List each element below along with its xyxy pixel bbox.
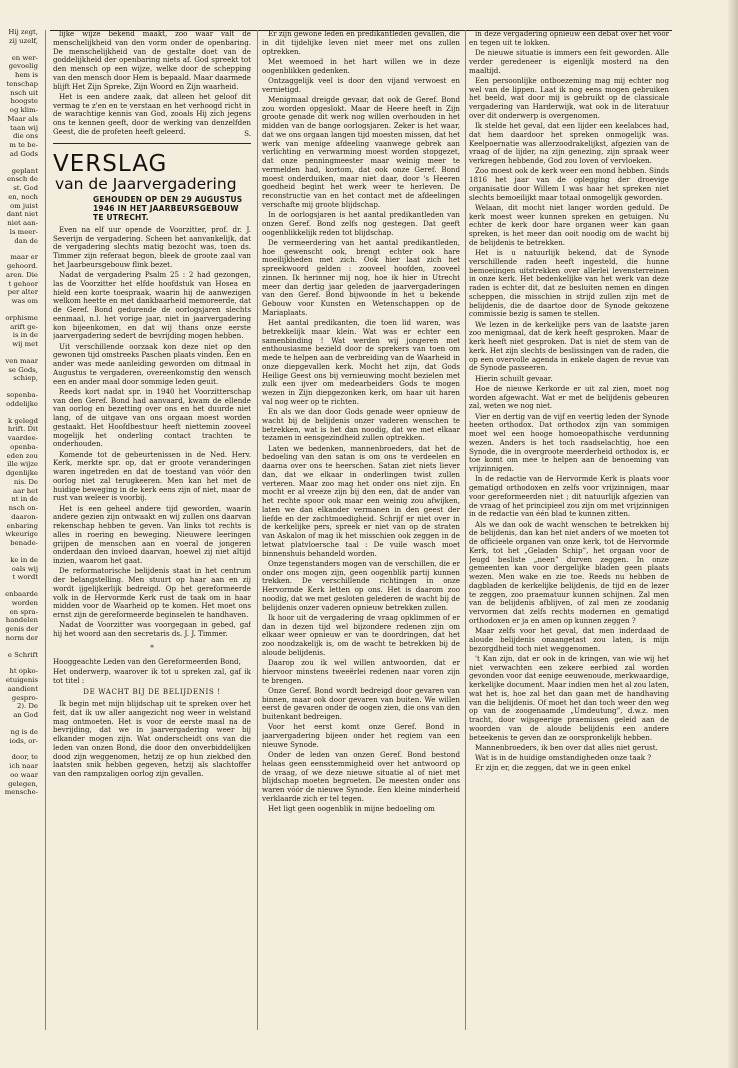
report-subtitle: van de Jaarvergadering (55, 174, 237, 193)
fragment-line: was om (11, 297, 38, 305)
paragraph: Het ligt geen oogenblik in mijne bedoeling om (268, 804, 435, 813)
fragment-line: Maar als (7, 114, 38, 123)
paragraph: Uit verschillende oorzaak kon deze niet op den gewonen tijd omstreeks Paschen plaats vinden. Een en ander was mede aanleiding geworden om ditmaal in Augustus te vergaderen, overeenkomstig den wensch een en ander maal door sommige leden geuit. (53, 341, 251, 386)
fragment-line: orphisme (5, 313, 38, 322)
paragraph: Maar zelfs voor het geval, dat men inderdaad de aloude belijdenis onaangetast zou laten, is mijn bezorgdheid toch niet weggenomen. (469, 626, 669, 653)
fragment-line: nis. De (13, 477, 38, 486)
paragraph: Het aantal predikanten, die toen lid waren, was betrekkelijk maar klein. Wat was er echter een samenbinding ! Wat werden wij jongeren met enthousiasme bezield door de sprekers van toen om mede te helpen aan de verbreiding van de Waarheid in onze diepgevallen kerk. Mocht het zijn, dat Gods Heilige Geest ons bij vernieuwing mocht bezielen met zulk een ijver om medearbeiders Gods te mogen wezen in Zijn diepgezonken kerk, om haar uit haren val nog weer op te richten. (262, 318, 460, 406)
fragment-line: ven maar (5, 356, 38, 365)
topic-intro: Het onderwerp, waarover ik tot u spreken zal, gaf ik tot titel : (53, 666, 251, 685)
dateline-line-3: TE UTRECHT. (93, 212, 149, 222)
fragment-line: enbaarde (5, 590, 38, 598)
fragment-line: m te be- (9, 141, 38, 149)
paragraph: Welaan, dit mocht niet langer worden geduld. De kerk moest weer kunnen spreken en getuigen. Nu echter de kerk door hare organen weer kan gaan spreken, is het meer dan ooit noodig om de wacht bij de belijdenis te betrekken. (469, 202, 669, 247)
fragment-line: an God (13, 711, 38, 719)
fragment-line: t gehoor (8, 279, 38, 288)
paragraph: Ik hoor uit de vergadering de vraag opklimmen of er dan in dezen tijd wel bijzondere redenen zijn om elkaar weer opnieuw er van te doordringen, dat het zoo noodzakelijk is, om de wacht te betrekken bij de aloude belijdenis. (262, 612, 460, 657)
paragraph: Hierin schuilt gevaar. (475, 373, 553, 383)
fragment-line (0, 720, 38, 728)
fragment-line: etuigenis (5, 676, 38, 684)
fragment-line (0, 548, 38, 556)
fragment-line: t wordt (12, 573, 38, 582)
dateline-line-2: 1946 IN HET JAARBEURSGEBOUW (93, 203, 239, 213)
fragment-line: dgenlijke (5, 469, 38, 477)
fragment-line: benade- (10, 539, 38, 547)
fragment-line: Hij zegt, (8, 28, 38, 36)
fragment-line: om juist (10, 201, 38, 210)
paragraph: Wat is in de huidige omstandigheden onze taak ? (475, 753, 652, 762)
paragraph: Onder de leden van onzen Geref. Bond bestond helaas geen eensstemmigheid over het antwoord op de vraag, of we deze nieuwe situatie al of niet met blijdschap moeten begroeten. De meesten onder ons waren vóór de nieuwe Synode. Een kleine minderheid verklaarde zich er tel tegen. (262, 750, 460, 803)
fragment-line: nsch uit (10, 88, 38, 97)
fragment-line: ke in de (10, 555, 38, 564)
fragment-line: en spra- (9, 607, 38, 616)
fragment-line: daaron- (11, 512, 38, 521)
fragment-line: wij met (12, 340, 38, 348)
fragment-line: ich naar (9, 762, 38, 770)
column-divider-0 (45, 30, 46, 1030)
paragraph: Het is een andere zaak, dat alleen het geloof dit vermag te z'en en te verstaan en het verhoogd richt in de warachtige kennis van God, zooals Hij zich jegens ons te kennen geeft, door de werking van denzelfden Geest, die de profeten heeft geleerd. (53, 91, 251, 136)
paragraph: Nadat de Voorzitter was voorgegaan in gebed, gaf hij het woord aan den secretaris ds. J. J. Timmer. (53, 620, 251, 638)
fragment-line: geplant (11, 166, 38, 175)
address: Hooggeachte Leden van den Gereformeerden Bond, (53, 656, 241, 666)
fragment-line: hoogste (10, 97, 38, 106)
fragment-line: iods, or- (9, 736, 38, 745)
fragment-line: aar het (13, 486, 38, 495)
fragment-line: ng is de (10, 727, 38, 736)
paragraph: We lezen in de kerkelijke pers van de laatste jaren zoo menigmaal, dat de kerk heeft gesproken. Maar de kerk heeft niet gesproken. Dat is niet de stem van de kerk. Het zijn slechts de beslissingen van de raden, die op een overvolle agenda in enkele dagen de revue van de Synode passeeren. (469, 319, 669, 373)
fragment-line: gevoelig (8, 62, 38, 71)
report-body (53, 226, 251, 639)
fragment-line: gehoord. (6, 262, 38, 270)
fragment-line: ad Gods (9, 149, 38, 158)
speech-start (53, 700, 251, 779)
paragraph: Het is u natuurlijk bekend, dat de Synode verschillende raden heeft ingesteld, die hunne bemoeiingen uitstrekken over allerlei levensterreinen in onze kerk. Het bedenkelijke van het werk van deze raden is echter dit, dat ze besluiten nemen en dingen scheppen, die misschien in strijd zullen zijn met de belijdenis, die de daartoe door de Synode gekozene commissie bezig is samen te stellen. (469, 248, 669, 319)
column-1 (53, 30, 251, 1030)
fragment-line: ls meer- (9, 227, 38, 236)
fragment-line: k gelegd (8, 416, 38, 425)
fragment-line: hrift. Dit (7, 425, 38, 434)
paragraph: De nieuwe situatie is immers een feit geworden. Alle verder geredeneer is eigenlijk mosterd na den maaltijd. (469, 48, 669, 75)
paragraph: lijke wijze bekend maakt, zoo waar valt de menschelijkheid van den vorm onder de openbaring. De menschelijkheid van de gestalte doet van de goddelijkheid der openbaring niets af. God spreekt tot den mensch op een wijze, welke door de schepping van den mensch door Hem is bepaald. Maar daarmede blijft Het Zijn Spreke, Zijn Woord en Zijn waarheid. (53, 30, 251, 91)
section-asterisk: * (150, 642, 154, 652)
fragment-line: vaardee- (7, 434, 38, 442)
fragment-line: gespro- (11, 693, 38, 702)
topic-heading: DE WACHT BIJ DE BELIJDENIS ! (83, 687, 221, 697)
paragraph: De reformatorische belijdenis staat in het centrum der belangstelling. Men stuurt op haar aan en zij wordt ijgelijkerlijk bedreigd. Op het gereformeerde volk in de Hervormde Kerk rust de taak om in haar midden voor de Waarheid op te komen. Het moet ons ernst zijn de gereformeerde beginselen te handhaven. (53, 566, 251, 619)
fragment-line: oo waar (10, 770, 38, 779)
fragment-line: 2). De (16, 702, 38, 711)
fragment-line: taan wij (10, 123, 38, 132)
fragment-line: maar er (10, 253, 38, 262)
column-divider-1 (257, 30, 258, 1030)
paragraph: Mannenbroeders, ik ben over dat alles niet gerust. (475, 742, 658, 752)
fragment-line: wkeurige (5, 530, 38, 539)
fragment-line: handelen (5, 616, 38, 625)
fragment-line: schiep, (13, 374, 38, 383)
paragraph: Het is een geheel andere tijd geworden, waarin andere gezien zijn ontwaakt en wij zullen ons daarvan rekenschap hebben te geven. Van links tot rechts is alles in roering en beweging. Nieuwere leeringen grijpen de menschen aan en voeral de jongeren onderdaan den invloed daarvan, hoewel zij niet altijd inzien, waarom het gaat. (53, 503, 251, 565)
fragment-line: arift ge- (10, 322, 38, 331)
paragraph: En als we dan door Gods genade weer opnieuw de wacht bij de belijdenis onzer vaderen wenschen te betrekken, wat is het dan noodig, dat we met elkaar tezamen in eensgezindheid zullen optrekken. (262, 407, 460, 443)
fragment-line: ille wijze (7, 460, 38, 469)
fragment-line: oals wij (11, 564, 38, 573)
fragment-line: en wer- (11, 53, 38, 62)
fragment-line (0, 582, 38, 590)
fragment-line: aren. Die (5, 270, 38, 279)
paragraph: Ik begin met mijn blijdschap uit te spreken over het feit, dat ik uw aller aangezicht nog weer in welstand mag ontmoeten. Het is voor de eerste maal na de bevrijding, dat we in jaarvergadering weer bij elkander mogen zijn. Wat onderscheidt ons van die leden van onzen Bond, die door den onverbiddelijken dood zijn weggenomen, hetzij ze op hun ziekbed den laatsten snik hebben gegeven, hetzij als slachtoffer van den rampzaligen oorlog zijn gevallen. (53, 699, 251, 778)
fragment-line: e Schrift (7, 650, 38, 659)
report-title: VERSLAG (53, 150, 168, 177)
fragment-line: mensche- (4, 788, 38, 797)
fragment-line: eden zou (6, 451, 38, 460)
fragment-line: openba- (10, 442, 38, 451)
fragment-line (0, 643, 38, 651)
paragraph: Ik stelde het geval, dat een lijder een keelabces had, dat hem daardoor het spreken onmogelijk was. Keelpoernatie was allerzoodrakelijkst, afgezien van de vraag of de lijder, na zijn genezing, zijn spraak weer verkregen hebbende, God zou loven of vervloeken. (469, 121, 669, 165)
left-edge-fragments (0, 28, 38, 797)
paragraph: Menigmaal dreigde gevaar, dat ook de Geref. Bond zou worden opgeslokt. Maar de Heere heeft in Zijn groote genade dit werk nog willen overhouden in het midden van de bange oorlogsjaren. Zeker is het waar, dat we ons orgaan langen tijd moesten missen, dat het werk van menige afdeeling vaanwege gebrek aan verlichting en verwarming moest worden stopgezet, dat onze penningmeester maar weinig meer te vermelden had, kortom, dat ook onze Geref. Bond moest onderduiken, maar niet daar, door 's Heeren goedheid begint het werk weer te herleven. De reconstructie van en het contact met de afdeelingen verschafte mij groote blijdschap. (262, 94, 460, 209)
fragment-line (0, 159, 38, 167)
fragment-line: genis der (5, 625, 38, 633)
report-dateline (93, 195, 251, 222)
signature: S. (244, 129, 251, 138)
column-divider-2 (465, 30, 466, 1030)
paragraph: 't Kan zijn, dat er ook in de kringen, van wie wij het niet verwachten een zekere eerbied zal worden gevonden voor dat eenige eeuwenoude, merkwaardige, kerkelijke document. Maar indien men het al zou laten, wat het is, hoe zal het dan gaan met de handhaving van die belijdenis. Of moet het dan toch weer den weg op van de zoogenaamde „Umdeutung”, d.w.z. men tracht, door wijsgeerige praemissen geleid aan de woorden van de aloude belijdenis een andere beteekenis te geven dan ze oorspronkelijk hebben. (469, 653, 669, 742)
paragraph: Een persoonlijke ontboezeming mag mij echter nog wel van de lippen. Laat ik nog eens mogen gebruiken het beeld, wat door mij is gebruikt op de classicale vergadering van Harderwijk, wat ook in de literatuur over dit onderwerp is overgenomen. (469, 75, 669, 120)
fragment-line: niet aan- (7, 219, 38, 227)
fragment-line: en, noch (8, 192, 38, 201)
fragment-line: die ons (12, 132, 38, 141)
fragment-line: per alter (7, 288, 38, 297)
fragment-line: door, te (11, 753, 38, 762)
fragment-line: aandient (7, 684, 38, 693)
fragment-line: dant niet (6, 210, 38, 219)
fragment-line: st. God (13, 184, 38, 192)
paragraph: In de oorlogsjaren is het aantal predikantleden van onzen Geref. Bond zelfs nog gestegen. Dat geeft oogenblikkelijk reden tot blijdschap. (262, 210, 460, 237)
paragraph: Vier en dertig van de vijf en veertig leden der Synode heeten orthodox. Dat orthodox zijn van sommigen moet wel een hooge homoeopathische verdunning wezen. Anders is het toch raadselachtig, hoe een Synode, die in overgroote meerderheid orthodox is, er toe komt om mee te helpen aan de benoeming van vrijzinnigen. (469, 411, 669, 473)
fragment-line: enbaring (6, 521, 38, 530)
dateline-line-1: GEHOUDEN OP DEN 29 AUGUSTUS (93, 194, 243, 204)
fragment-line: worden (11, 598, 38, 607)
fragment-line (0, 409, 38, 417)
fragment-line: is in de (12, 331, 38, 340)
paragraph: in deze vergadering opnieuw een debat over het vóór en tegen uit te lokken. (469, 30, 669, 47)
paragraph: Ontzaggelijk veel is door den vijand verwoest en vernietigd. (262, 75, 460, 94)
paragraph: Onze Geref. Bond wordt bedreigd door gevaren van binnen, maar ook door gevaren van buiten. We willen eerst de gevaren onder de oogen zien, die ons van den buitenkant bedreigen. (262, 685, 460, 721)
fragment-line (0, 349, 38, 357)
fragment-line: norm der (5, 633, 38, 642)
paragraph: Even na elf uur opende de Voorzitter, prof. dr. J. Severijn de vergadering. Scheen het aanvankelijk, dat de vergadering slechts matig bezocht was, toen ds. Timmer zijn referaat begon, bleek de groote zaal van het Jaarbeursgebouw flink bezet. (53, 224, 251, 269)
fragment-line (0, 46, 38, 54)
fragment-line: tenschap (6, 79, 38, 88)
paragraph: Komende tot de gebeurtenissen in de Ned. Herv. Kerk, merkte spr. op, dat er groote veranderingen waren ingetreden en dat de toestand van vóór den oorlog niet zal terugkeeren. Men kan het met de huidige beweging in de kerk eens zijn of niet, maar de rust van weleer is voorbij. (53, 449, 251, 503)
section-rule (53, 143, 251, 144)
fragment-line (0, 245, 38, 253)
column-3 (469, 30, 669, 1030)
fragment-line: og klim- (9, 106, 38, 114)
paragraph: Nadat de vergadering Psalm 25 : 2 had gezongen, las de Voorzitter het elfde hoofdstuk van Hosea en hield een korte toespraak, waarin hij de aanwezigen welkom heette en met dankbaarheid memoreerde, dat de Geref. Bond gedurende de oorlogsjaren slechts eenmaal, n.l. het vorige jaar, niet in jaarvergadering kon bijeenkomen, en dat wij thans onze eerste jaarvergadering sedert de bevrijding mogen hebben. (53, 270, 251, 341)
paragraph: Daarop zou ik wel willen antwoorden, dat er hiervoor minstens tweeërlei redenen naar voren zijn te brengen. (262, 658, 460, 685)
fragment-line (0, 306, 38, 314)
paragraph: Als we dan ook de wacht wenschen te betrekken bij de belijdenis, dan kan het niet anders of we moeten tot de officieele organen van onze kerk, tot de Hervormde Kerk, tot het „Geladen Schip”, het orgaan voor de Jeugd besliste „neen” durven zeggen. In onze gemeenten kan voor dergelijke bladen geen plaats wezen. Men wake en zie toe. Reeds nu hebben de dagbladen de kerkelijke belijdenis, de tijd en de lezer te zeggen, zoo praematuur kunnen schijnen. Zal men van de belijdenis afblijven, of zal men ze zoodanig vervormen dat zelfs rechts modernen en gematigd orthodoxen er ja en amen op kunnen zeggen ? (469, 519, 669, 625)
paragraph: Voor het eerst komt onze Geref. Bond in jaarvergadering bijeen onder het regiem van een nieuwe Synode. (262, 722, 460, 749)
fragment-line (0, 659, 38, 667)
fragment-line: gelegen, (8, 779, 38, 788)
paragraph: De vermeerdering van het aantal predikantleden, hoe gewenscht ook, brengt echter ook hare moeilijkheden met zich. Ook hier laat zich het spreekwoord gelden : zooveel hoofden, zooveel zinnen. Ik herinner mij nog, hoe ik hier in Utrecht meer dan dertig jaar geleden de jaarvergaderingen van den Geref. Bond bijwoonde in het u bekende Gebouw voor Kunsten en Wetenschappen op de Mariaplaats. (262, 237, 460, 317)
fragment-line: ht opko- (9, 667, 38, 676)
paragraph: Hoe de nieuwe Kerkorde er uit zal zien, moet nog worden afgewacht. Wat er met de belijdenis gebeuren zal, weten we nog niet. (469, 383, 669, 411)
paragraph: Onze tegenstanders mogen van de verschillen, die er onder ons mogen zijn, geen oogenblik partij kunnen trekken. De verschillende richtingen in onze Hervormde Kerk letten op ons. Het is daarom zoo noodig, dat we met gesloten gelederen de wacht bij de belijdenis onzer vaderen opnieuw betrekken zullen. (262, 558, 460, 612)
page-edge (728, 0, 738, 1068)
paragraph: Laten we bedenken, mannenbroeders, dat het de bedoeling van den satan is om ons te verdeelen en daarna over ons te heerschen. Satan ziet niets liever dan, dat we elkaar in onderlingen twist zullen verteren. Maar zoo mag het onder ons niet zijn. En mocht er al vreeze zijn bij den een, dat de ander van het rechte spoor ook maar een weinig zou afwijken, laten we dan elkander vermanen in den geest der liefde en der zachtmoedigheid. Schrijf er niet over in de kerkelijke pers, spreek er niet van op de straten van Askalon of mag ik het misschien ook zeggen in de letwat platvloersche taal : De vuile wasch moet binnenshuis behandeld worden. (262, 443, 460, 558)
fragment-line: oddelijke (6, 399, 38, 408)
fragment-line: hem is (15, 71, 38, 79)
paragraph: Met weemoed in het hart willen we in deze oogenblikken gedenken. (262, 56, 460, 75)
fragment-line: se Gods, (8, 365, 38, 374)
fragment-line: dan de (14, 236, 38, 245)
fragment-line: ensch de (6, 175, 38, 184)
paragraph: Er zijn er, die zeggen, dat we in geen enkel (475, 763, 631, 773)
fragment-line: nt in de (11, 495, 38, 504)
fragment-line: sopenba- (6, 391, 38, 399)
fragment-line: nsch on- (8, 504, 38, 512)
fragment-line: zij uzelf, (8, 36, 38, 45)
column-1-intro (53, 30, 251, 137)
paragraph: In de redactie van de Hervormde Kerk is plaats voor gematigd orthodoxen en zelfs voor vrijzinnigen, maar voor gereformeerden niet ; dit natuurlijk afgezien van de vraag of het principieel zou zijn om met vrijzinnigen in de redactie van één blad te kunnen zitten. (469, 474, 669, 519)
paragraph: Zoo moest ook de kerk weer een mond hebben. Sinds 1816 het jaar van de oplegging der droevige organisatie door Willem I was haar het spreken niet slechts bemoeilijkt maar totaal onmogelijk geworden. (469, 166, 669, 202)
paragraph: Reeds kort nadat spr. in 1940 het Voorzitterschap van den Geref. Bond had aanvaard, kwam de ellende van oorlog en bezetting over ons en het duurde niet lang, of de uitgave van ons orgaan moest worden gestaakt. Het Hoofdbestuur heeft niettemin zooveel mogelijk het onderling contact trachten te onderhouden. (53, 386, 251, 449)
fragment-line (0, 745, 38, 753)
fragment-line (0, 383, 38, 391)
paragraph: Er zijn gewone leden en predikantleden gevallen, die in dit tijdelijke leven niet meer met ons zullen optrekken. (262, 30, 460, 56)
column-2 (262, 30, 460, 1030)
